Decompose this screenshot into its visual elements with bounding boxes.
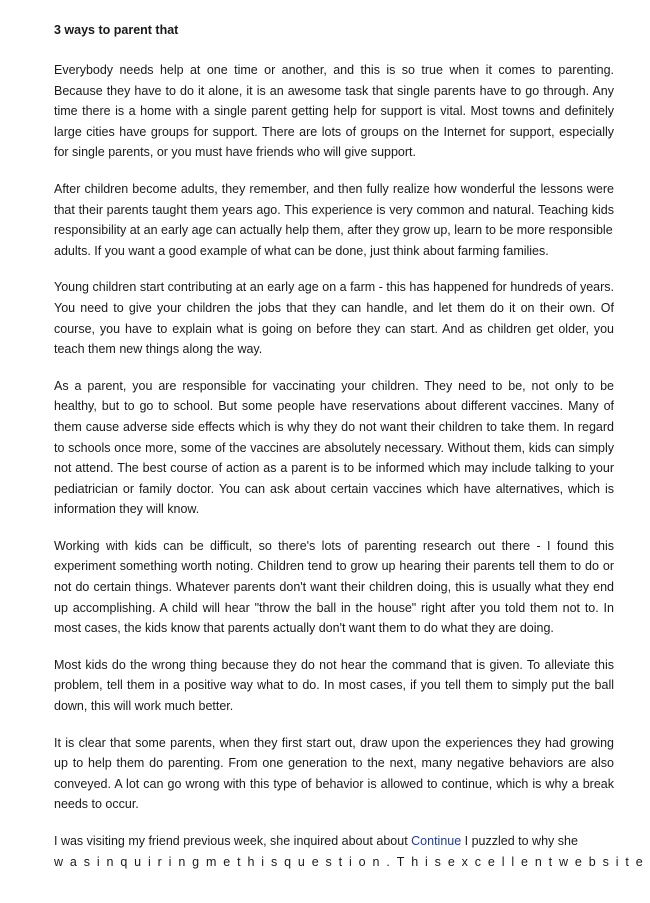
spaced-word: website [559,854,650,869]
visit-spaced-line [54,852,650,873]
paragraph-commands: Most kids do the wrong thing because they do not hear the command that is given. To alleviate this problem, tell them in a positive way what to do. In most cases, if you tell them to simply put the ball down, this will work much better. [54,657,614,714]
spaced-word: inquiring [96,854,206,869]
paragraph-visit [54,831,650,872]
paragraph-single-parents: Everybody needs help at one time or another, and this is so true when it comes to parenting. Because they have to do it alone, it is an awesome task that single parents have to go through. Any time there is a home with a single parent getting help for support is vital. Most towns and definitely large cities have groups for support. There are lots of groups on the Internet for support, especially for single parents, or you must have friends who will give support. [54,63,614,160]
paragraph-lessons-continued: adults. If you want a good example of what can be done, just think about farming families. [54,243,549,258]
paragraph-lessons: After children become adults, they remember, and then fully realize how wonderful the lessons were that their parents taught them years ago. This experience is very common and natural. Teaching kids responsibility at an early age can actually help them, after they grow up, learn to be more responsible [54,181,614,238]
spaced-word: question. [284,854,397,869]
spaced-word: This [396,854,448,869]
spaced-word: was [54,854,97,869]
visit-first-line [54,831,614,852]
spaced-word: excellent [447,854,560,869]
document-title: 3 ways to parent that [54,23,179,37]
visit-text-before: I was visiting my friend previous week, she inquired about about [54,834,412,848]
paragraph-group-responsibility [54,179,614,261]
continue-link[interactable]: Continue [411,834,462,848]
paragraph-research: Working with kids can be difficult, so there's lots of parenting research out there - I found this experiment something worth noting. Children tend to grow up hearing their parents tell them to do or not do certain things. Whatever parents don't want their children doing, this is usually what they end up accomplishing. A child will hear "throw the ball in the house" right after you told them not to. In most cases, the kids know that parents actually don't want them to do what they are doing. [54,538,614,636]
paragraph-farm: Young children start contributing at an early age on a farm - this has happened for hundreds of years. You need to give your children the jobs that they can handle, and let them do it on their own. Of course, you have to explain what is going on before they can start. And as children get older, you teach them new things along the way. [54,280,614,357]
paragraph-vaccines: As a parent, you are responsible for vaccinating your children. They need to be, not only to be healthy, but to go to school. But some people have reservations about different vaccines. Many of them cause adverse side effects which is why they do not want their children to take them. In regard to schools once more, some of the vaccines are absolutely necessary. Without them, kids can simply not attend. The best course of action as a parent is to be informed which may include talking to your pediatrician or family doctor. You can ask about certain vaccines which have alternatives, which is information they will know. [54,378,614,517]
paragraph-generations: It is clear that some parents, when they first start out, draw upon the experiences they had growing up to help them do parenting. From one generation to the next, many negative behaviors are also conveyed. A lot can go wrong with this type of behavior is allowed to continue, which is why a break needs to occur. [54,735,614,812]
spaced-word: this [237,854,285,869]
spaced-word: me [206,854,238,869]
document-page [54,20,650,872]
visit-text-after: I puzzled to why she [461,834,578,848]
